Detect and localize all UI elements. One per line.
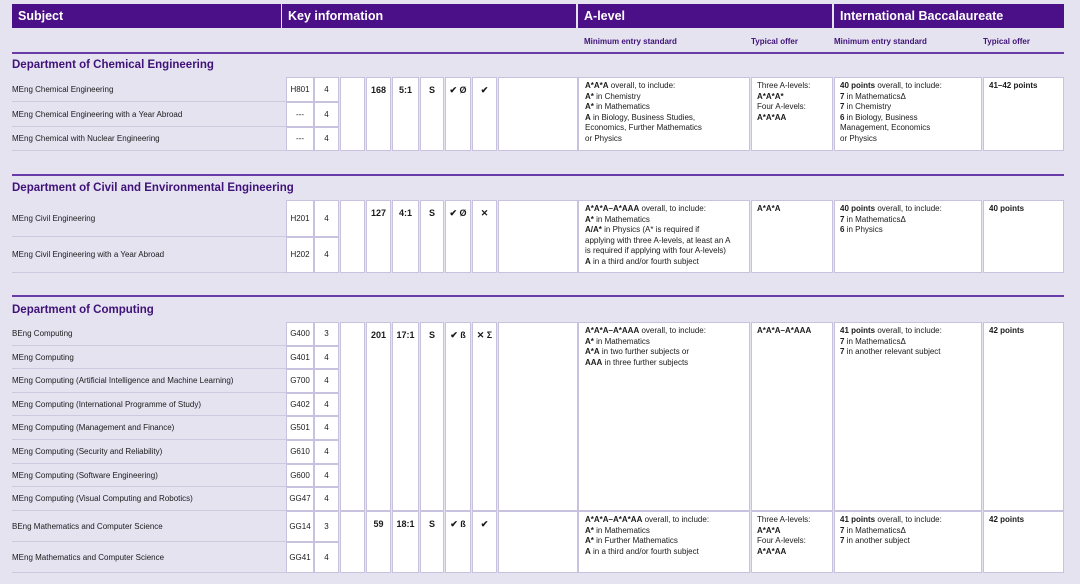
course-years xyxy=(314,542,339,573)
ucas-code-text: H201 xyxy=(290,213,310,223)
a-level-typical-text: Three A-levels: xyxy=(757,515,811,524)
ib-min-text: in another relevant subject xyxy=(844,347,941,356)
a-level-min-text: is required if applying with four A-levels) xyxy=(585,246,726,255)
course-name: MEng Computing xyxy=(12,352,74,362)
ib-min-bold: 41 points xyxy=(840,326,876,335)
ib-typical-text: 41–42 points xyxy=(989,81,1038,90)
ib-min-line xyxy=(840,102,975,113)
places-cell xyxy=(366,200,391,273)
course-years xyxy=(314,487,339,511)
a-level-min-text: in a third and/or fourth subject xyxy=(590,546,699,556)
row-divider xyxy=(12,572,286,573)
admissions-test-cell-text: S xyxy=(428,208,435,218)
a-level-typical-text: Four A-levels: xyxy=(757,102,806,111)
a-level-min-line xyxy=(585,81,743,92)
a-level-min-line xyxy=(585,215,743,226)
a-level-min-bold: A* xyxy=(585,525,594,535)
ib-typical-text: 42 points xyxy=(989,515,1025,524)
a-level-min-text: overall, to include: xyxy=(639,204,706,213)
interview-cell-text: ✔ ß xyxy=(450,519,466,529)
course-years xyxy=(314,511,339,542)
a-level-min-line xyxy=(585,134,743,145)
ucas-code-text: G401 xyxy=(290,352,310,362)
course-name: MEng Chemical with Nuclear Engineering xyxy=(12,134,160,143)
course-years-text: 4 xyxy=(324,84,329,94)
header-key-info: Key information xyxy=(282,4,576,28)
a-level-min-text: in three further subjects xyxy=(602,357,689,367)
course-years-text: 4 xyxy=(324,250,329,259)
ib-min-bold: 40 points xyxy=(840,204,876,213)
a-level-min-text: in Further Mathematics xyxy=(593,536,678,545)
ucas-code xyxy=(286,237,314,273)
ib-min-text: overall, to include: xyxy=(875,204,942,213)
course-name: MEng Civil Engineering xyxy=(12,213,96,223)
a-level-min-text: in Biology, Business Studies, xyxy=(590,112,696,122)
ucas-code-text: --- xyxy=(296,134,304,143)
ib-min-cell xyxy=(834,77,982,151)
applications-ratio-cell xyxy=(392,322,419,511)
course-years-text: 4 xyxy=(324,399,329,409)
a-level-min-cell xyxy=(578,511,750,573)
a-level-min-bold: A*A*A–A*AAA xyxy=(585,204,640,213)
ib-min-bold: 7 xyxy=(840,347,845,356)
ib-min-bold: 7 xyxy=(840,102,845,111)
ib-typical-cell xyxy=(983,322,1064,511)
places-cell xyxy=(366,77,391,151)
course-years-text: 4 xyxy=(324,352,329,362)
a-level-min-line xyxy=(585,123,743,134)
ib-min-text: or Physics xyxy=(840,133,877,143)
a-level-min-line xyxy=(585,246,743,257)
ib-min-text: overall, to include: xyxy=(875,326,942,335)
a-level-typical-text: Four A-levels: xyxy=(757,536,806,545)
blank-cell xyxy=(340,77,365,151)
ib-min-line xyxy=(840,526,975,537)
contextual-offer-cell-text: ✔ xyxy=(480,85,489,95)
ucas-code-text: H801 xyxy=(290,84,310,94)
ucas-code xyxy=(286,464,314,487)
ucas-code-text: --- xyxy=(296,109,304,119)
ucas-code xyxy=(286,440,314,464)
places-cell-text: 59 xyxy=(373,519,384,529)
course-name: MEng Computing (Security and Reliability) xyxy=(12,447,163,456)
row-divider xyxy=(12,150,286,151)
section-title-chem: Department of Chemical Engineering xyxy=(12,59,214,71)
ucas-code-text: H202 xyxy=(290,250,310,259)
a-level-min-line xyxy=(585,347,743,358)
a-level-min-text: in Mathematics xyxy=(593,336,650,346)
course-name: MEng Computing (Visual Computing and Robotics) xyxy=(12,494,193,503)
course-years xyxy=(314,237,339,273)
places-cell xyxy=(366,322,391,511)
ib-typical-text: 42 points xyxy=(989,326,1025,335)
a-level-min-bold: A* xyxy=(585,336,594,346)
ib-min-bold: 7 xyxy=(840,525,845,535)
interview-cell xyxy=(445,511,471,573)
course-years-text: 3 xyxy=(324,521,329,531)
ucas-code xyxy=(286,542,314,573)
applications-ratio-cell-text: 4:1 xyxy=(398,208,412,218)
ucas-code-text: G600 xyxy=(290,470,310,480)
applications-ratio-cell-text: 17:1 xyxy=(396,330,415,340)
ib-min-text: Management, Economics xyxy=(840,123,931,132)
contextual-offer-cell-text: ✕ xyxy=(480,208,489,218)
places-cell xyxy=(366,511,391,573)
a-level-typical-text: Three A-levels: xyxy=(757,81,811,90)
blank-wide-cell xyxy=(498,322,578,511)
ib-min-line xyxy=(840,515,975,526)
a-level-min-line xyxy=(585,326,743,337)
contextual-offer-cell xyxy=(472,77,497,151)
course-years-text: 4 xyxy=(324,447,329,456)
course-years xyxy=(314,200,339,237)
course-years xyxy=(314,102,339,127)
ib-typical-cell xyxy=(983,77,1064,151)
blank-wide-cell xyxy=(498,200,578,273)
contextual-offer-cell-text: ✔ xyxy=(480,519,489,529)
subheader-al-min: Minimum entry standard xyxy=(584,37,677,46)
section-title-comp: Department of Computing xyxy=(12,304,154,316)
a-level-min-line xyxy=(585,257,743,268)
applications-ratio-cell-text: 5:1 xyxy=(398,85,412,95)
a-level-typical-line xyxy=(757,81,827,92)
ucas-code-text: GG41 xyxy=(289,552,311,562)
ib-min-line xyxy=(840,225,975,236)
contextual-offer-cell xyxy=(472,200,497,273)
course-years-text: 4 xyxy=(324,134,329,143)
course-years xyxy=(314,416,339,440)
a-level-typical-bold: A*A*A–A*AAA xyxy=(757,326,812,335)
a-level-min-bold: A*A*A xyxy=(585,81,609,90)
a-level-typical-line xyxy=(757,547,827,558)
contextual-offer-cell-text: ✕ Σ xyxy=(476,330,493,340)
a-level-min-bold: A*A*A–A*AAA xyxy=(585,326,640,335)
course-name: BEng Computing xyxy=(12,329,73,338)
ib-min-line xyxy=(840,204,975,215)
blank-cell xyxy=(340,511,365,573)
ucas-code xyxy=(286,346,314,369)
course-years xyxy=(314,322,339,346)
a-level-min-bold: AAA xyxy=(585,357,603,367)
ucas-code-text: G700 xyxy=(290,376,310,385)
interview-cell xyxy=(445,77,471,151)
course-name: MEng Mathematics and Computer Science xyxy=(12,552,165,562)
a-level-min-text: Economics, Further Mathematics xyxy=(585,123,702,132)
ucas-code-text: G400 xyxy=(290,329,310,338)
course-years-text: 4 xyxy=(324,109,329,119)
course-years xyxy=(314,346,339,369)
ib-min-bold: 6 xyxy=(840,112,845,122)
ib-min-line xyxy=(840,81,975,92)
a-level-min-text: or Physics xyxy=(585,133,622,143)
ib-min-text: in Physics xyxy=(844,225,883,234)
a-level-typical-line xyxy=(757,326,827,337)
ib-min-cell xyxy=(834,511,982,573)
a-level-min-line xyxy=(585,358,743,369)
section-divider xyxy=(12,174,1064,176)
a-level-typical-cell xyxy=(751,322,833,511)
course-years xyxy=(314,127,339,151)
ib-min-text: in MathematicsΔ xyxy=(844,91,906,101)
a-level-min-cell xyxy=(578,77,750,151)
places-cell-text: 201 xyxy=(370,330,387,340)
course-years-text: 4 xyxy=(324,213,329,223)
ucas-code-text: G610 xyxy=(290,447,310,456)
admissions-test-cell xyxy=(420,322,444,511)
a-level-typical-bold: A*A*A* xyxy=(757,91,784,101)
admissions-test-cell xyxy=(420,200,444,273)
blank-cell xyxy=(340,322,365,511)
ucas-code xyxy=(286,200,314,237)
course-years xyxy=(314,393,339,416)
a-level-min-bold: A xyxy=(585,546,591,556)
a-level-typical-bold: A*A*A xyxy=(757,204,781,213)
row-divider xyxy=(12,272,286,273)
ib-min-line xyxy=(840,113,975,124)
course-name: MEng Computing (Software Engineering) xyxy=(12,470,158,480)
a-level-min-line xyxy=(585,113,743,124)
course-years-text: 4 xyxy=(324,376,329,385)
ib-min-text: in another subject xyxy=(844,536,910,545)
ib-min-bold: 7 xyxy=(840,536,845,545)
a-level-typical-cell xyxy=(751,200,833,273)
a-level-min-bold: A* xyxy=(585,536,594,545)
a-level-min-line xyxy=(585,204,743,215)
course-name: MEng Chemical Engineering with a Year Abroad xyxy=(12,109,183,119)
a-level-min-text: in Chemistry xyxy=(593,91,641,101)
ib-typical-text: 40 points xyxy=(989,204,1025,213)
places-cell-text: 127 xyxy=(370,208,387,218)
contextual-offer-cell xyxy=(472,511,497,573)
ib-min-line xyxy=(840,215,975,226)
a-level-min-line xyxy=(585,547,743,558)
applications-ratio-cell xyxy=(392,77,419,151)
interview-cell-text: ✔ ß xyxy=(450,330,466,340)
a-level-min-bold: A* xyxy=(585,102,594,111)
a-level-min-line xyxy=(585,526,743,537)
a-level-typical-line xyxy=(757,102,827,113)
applications-ratio-cell xyxy=(392,511,419,573)
ib-min-cell xyxy=(834,200,982,273)
ucas-code xyxy=(286,322,314,346)
course-name: MEng Computing (International Programme of Study) xyxy=(12,399,201,409)
subheader-al-typ: Typical offer xyxy=(751,37,798,46)
a-level-min-line xyxy=(585,536,743,547)
ib-min-text: in Biology, Business xyxy=(844,112,918,122)
a-level-typical-line xyxy=(757,204,827,215)
ib-min-line xyxy=(840,92,975,103)
a-level-min-bold: A* xyxy=(585,91,594,101)
a-level-typical-line xyxy=(757,526,827,537)
course-years-text: 3 xyxy=(324,329,329,338)
ib-min-text: overall, to include: xyxy=(875,81,942,90)
a-level-min-text: in Physics (A* is required if xyxy=(601,225,700,234)
course-years xyxy=(314,464,339,487)
course-years-text: 4 xyxy=(324,470,329,480)
course-years-text: 4 xyxy=(324,423,329,432)
a-level-min-text: in two further subjects or xyxy=(599,347,690,356)
ib-typical-cell xyxy=(983,200,1064,273)
a-level-min-line xyxy=(585,225,743,236)
ib-min-text: in Chemistry xyxy=(844,102,892,111)
section-title-civil: Department of Civil and Environmental Engineering xyxy=(12,182,294,194)
a-level-min-bold: A*A xyxy=(585,347,600,356)
ucas-code-text: G501 xyxy=(290,423,310,432)
ib-min-bold: 6 xyxy=(840,225,845,234)
course-name: MEng Civil Engineering with a Year Abroad xyxy=(12,250,165,259)
a-level-typical-line xyxy=(757,515,827,526)
a-level-typical-line xyxy=(757,113,827,124)
admissions-test-cell xyxy=(420,511,444,573)
ucas-code xyxy=(286,77,314,102)
ucas-code xyxy=(286,102,314,127)
a-level-min-text: in a third and/or fourth subject xyxy=(590,256,699,266)
a-level-min-line xyxy=(585,92,743,103)
a-level-min-text: in Mathematics xyxy=(593,102,650,111)
course-name: MEng Chemical Engineering xyxy=(12,84,114,94)
a-level-min-line xyxy=(585,515,743,526)
course-years-text: 4 xyxy=(324,494,329,503)
header-subject: Subject xyxy=(12,4,281,28)
ib-min-text: in MathematicsΔ xyxy=(844,214,906,224)
a-level-typical-line xyxy=(757,536,827,547)
interview-cell xyxy=(445,322,471,511)
section-divider xyxy=(12,52,1064,54)
ucas-code-text: G402 xyxy=(290,399,310,409)
contextual-offer-cell xyxy=(472,322,497,511)
blank-wide-cell xyxy=(498,77,578,151)
a-level-min-line xyxy=(585,236,743,247)
a-level-typical-bold: A*A*A xyxy=(757,525,781,535)
ib-typical-cell xyxy=(983,511,1064,573)
course-years xyxy=(314,369,339,393)
admissions-test-cell-text: S xyxy=(428,85,435,95)
ib-min-bold: 7 xyxy=(840,336,845,346)
a-level-min-bold: A* xyxy=(585,214,594,224)
a-level-min-line xyxy=(585,337,743,348)
places-cell-text: 168 xyxy=(370,85,387,95)
a-level-min-line xyxy=(585,102,743,113)
interview-cell-text: ✔ Ø xyxy=(449,85,467,95)
a-level-typical-cell xyxy=(751,77,833,151)
ib-min-line xyxy=(840,326,975,337)
a-level-min-text: overall, to include: xyxy=(639,326,706,335)
ucas-code-text: GG14 xyxy=(289,521,311,531)
a-level-typical-bold: A*A*AA xyxy=(757,546,787,556)
admissions-test-cell xyxy=(420,77,444,151)
ucas-code xyxy=(286,487,314,511)
a-level-min-bold: A xyxy=(585,256,591,266)
ib-min-line xyxy=(840,347,975,358)
ucas-code xyxy=(286,416,314,440)
a-level-min-text: in Mathematics xyxy=(593,214,650,224)
ib-min-cell xyxy=(834,322,982,511)
a-level-min-bold: A xyxy=(585,112,591,122)
ib-min-text: in MathematicsΔ xyxy=(844,525,906,535)
admissions-test-cell-text: S xyxy=(428,330,435,340)
ucas-code xyxy=(286,393,314,416)
course-years xyxy=(314,440,339,464)
blank-wide-cell xyxy=(498,511,578,573)
ib-min-bold: 41 points xyxy=(840,515,876,524)
course-name: MEng Computing (Artificial Intelligence and Machine Learning) xyxy=(12,376,234,385)
blank-cell xyxy=(340,200,365,273)
ucas-code xyxy=(286,127,314,151)
ib-min-line xyxy=(840,134,975,145)
a-level-min-text: in Mathematics xyxy=(593,525,650,535)
admissions-test-cell-text: S xyxy=(428,519,435,529)
ib-min-text: overall, to include: xyxy=(875,515,942,524)
ib-min-bold: 7 xyxy=(840,214,845,224)
a-level-min-bold: A*A*A–A*A*AA xyxy=(585,515,643,524)
subheader-ib-min: Minimum entry standard xyxy=(834,37,927,46)
section-divider xyxy=(12,295,1064,297)
ib-min-bold: 7 xyxy=(840,91,845,101)
a-level-min-bold: A/A* xyxy=(585,225,602,234)
ib-min-bold: 40 points xyxy=(840,81,876,90)
a-level-typical-bold: A*A*AA xyxy=(757,112,787,122)
applications-ratio-cell-text: 18:1 xyxy=(396,519,415,529)
ucas-code-text: GG47 xyxy=(289,494,311,503)
ib-min-line xyxy=(840,337,975,348)
applications-ratio-cell xyxy=(392,200,419,273)
ucas-code xyxy=(286,511,314,542)
ib-min-line xyxy=(840,123,975,134)
course-name: MEng Computing (Management and Finance) xyxy=(12,423,175,432)
a-level-typical-cell xyxy=(751,511,833,573)
header-a-level: A-level xyxy=(578,4,832,28)
ib-min-text: in MathematicsΔ xyxy=(844,336,906,346)
a-level-min-text: overall, to include: xyxy=(608,81,676,90)
ucas-code xyxy=(286,369,314,393)
a-level-min-cell xyxy=(578,322,750,511)
a-level-min-text: overall, to include: xyxy=(642,515,710,524)
interview-cell-text: ✔ Ø xyxy=(449,208,467,218)
subheader-ib-typ: Typical offer xyxy=(983,37,1030,46)
course-years xyxy=(314,77,339,102)
interview-cell xyxy=(445,200,471,273)
a-level-typical-line xyxy=(757,92,827,103)
a-level-min-cell xyxy=(578,200,750,273)
course-years-text: 4 xyxy=(324,552,329,562)
course-name: BEng Mathematics and Computer Science xyxy=(12,521,163,531)
header-ib: International Baccalaureate xyxy=(834,4,1064,28)
a-level-min-text: applying with three A-levels, at least an A xyxy=(585,235,731,245)
ib-min-line xyxy=(840,536,975,547)
